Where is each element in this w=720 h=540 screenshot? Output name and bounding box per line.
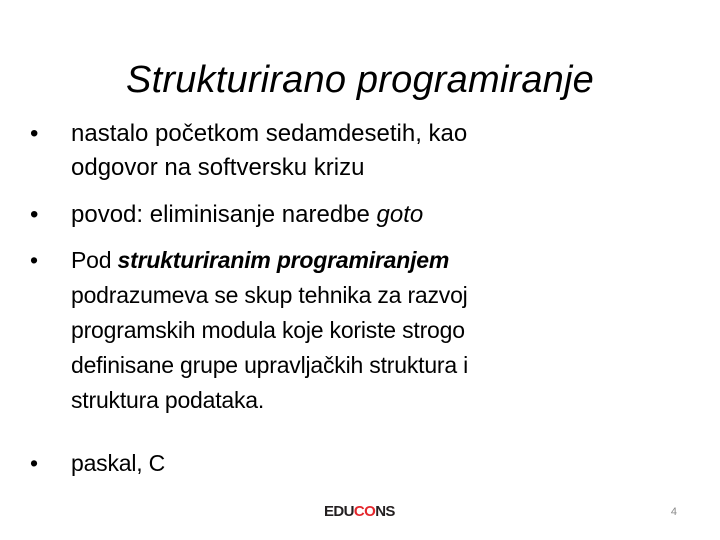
logo-text-accent: CO — [353, 503, 376, 520]
logo-text-part: NS — [375, 503, 395, 520]
bullet-line: odgovor na softversku krizu — [71, 154, 365, 181]
bullet-text — [71, 198, 423, 232]
logo-text-part: EDU — [324, 503, 354, 520]
bullet-text — [71, 117, 467, 185]
bullet-line: nastalo početkom sedamdesetih, kao — [71, 120, 468, 147]
bullet-item-motive — [30, 198, 690, 234]
bullet-emphasis: strukturiranim programiranjem — [117, 247, 450, 273]
bullet-text — [71, 243, 468, 418]
bullet-emphasis: goto — [376, 201, 424, 228]
bullet-line: struktura podataka. — [71, 387, 265, 413]
bullet-item-origin — [30, 117, 690, 187]
bullet-item-definition — [30, 243, 690, 433]
page-number: 4 — [670, 506, 677, 518]
bullet-prefix: Pod — [71, 247, 118, 273]
bullet-text: paskal, C — [71, 450, 166, 476]
bullet-icon: • — [30, 450, 38, 476]
bullet-icon: • — [30, 120, 39, 147]
bullet-icon: • — [30, 201, 39, 228]
bullet-line: definisane grupe upravljačkih struktura i — [71, 352, 469, 378]
bullet-line: podrazumeva se skup tehnika za razvoj — [71, 282, 468, 308]
bullet-icon: • — [30, 247, 38, 273]
bullet-prefix: povod: eliminisanje naredbe — [71, 201, 377, 228]
bullet-line: programskih modula koje koriste strogo — [71, 317, 465, 343]
educons-logo — [324, 501, 395, 523]
bullet-item-languages — [30, 446, 690, 482]
slide-title: Strukturirano programiranje — [126, 59, 594, 101]
